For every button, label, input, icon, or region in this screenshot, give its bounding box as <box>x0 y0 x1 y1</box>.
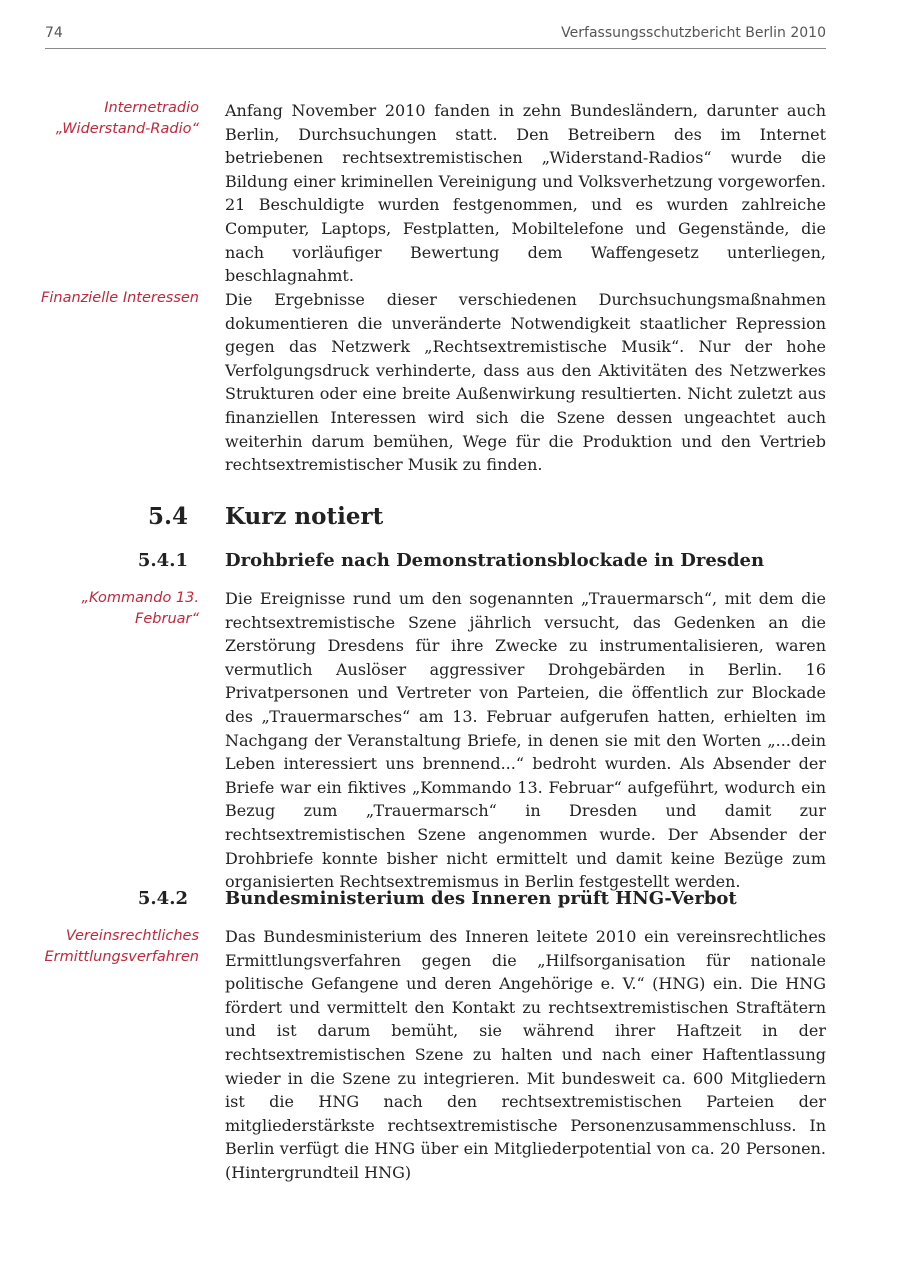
running-title: Verfassungsschutzbericht Berlin 2010 <box>561 25 826 41</box>
margin-note-internetradio: Internetradio „Widerstand-Radio“ <box>55 100 199 137</box>
paragraph-hng: Das Bundesministerium des Inneren leitete 2010 ein vereinsrechtliches Ermittlungsverfahren gegen die „Hilfsorganisation für nationale politische Gefangene und deren Angehörige e. V.“ (HNG) ein. Die HNG fördert und vermittelt den Kontakt zu rechtsextremistischen Straftätern und ist darum bemüht, sie während ihrer Haftzeit in der rechtsextremistischen Szene zu halten und nach einer Haftentlassung wieder in die Szene zu integrieren. Mit bundesweit ca. 600 Mitgliedern ist die HNG nach den rechtsextremistischen Parteien der mitgliederstärkste rechtsextremistische Personenzusammenschluss. In Berlin verfügt die HNG über ein Mitgliederpotential von ca. 20 Personen. (Hintergrundteil HNG) <box>225 927 826 1182</box>
section-title-kurz-notiert: Kurz notiert <box>225 503 384 530</box>
paragraph-finanzielle-interessen: Die Ergebnisse dieser verschiedenen Durchsuchungsmaßnahmen dokumentieren die unveränderte Notwendigkeit staatlicher Repression gegen das Netzwerk „Rechtsextremistische Musik“. Nur der hohe Verfolgungsdruck verhinderte, dass aus den Aktivitäten des Netzwerkes Strukturen oder eine breite Außenwirkung resultierten. Nicht zuletzt aus finanziellen Interessen wird sich die Szene dessen ungeachtet auch weiterhin darum bemühen, Wege für die Produktion und den Vertrieb rechtsextremistischer Musik zu finden. <box>225 290 826 475</box>
section-title-drohbriefe: Drohbriefe nach Demonstrationsblockade in Dresden <box>225 550 765 571</box>
page-header <box>45 22 826 49</box>
margin-note-vereinsrechtliches: Vereinsrechtliches Ermittlungsverfahren <box>44 928 199 965</box>
section-number-5-4-1: 5.4.1 <box>137 550 188 571</box>
section-title-hng-verbot: Bundesministerium des Inneren prüft HNG-Verbot <box>225 888 737 909</box>
margin-note-kommando: „Kommando 13. Februar“ <box>81 590 199 627</box>
paragraph-widerstand-radio: Anfang November 2010 fanden in zehn Bundesländern, darunter auch Berlin, Durchsuchungen statt. Den Betreibern des im Internet betriebenen rechtsextremistischen „Widerstand-Radios“ wurde die Bildung einer kriminellen Vereinigung und Volksverhetzung vorgeworfen. 21 Beschuldigte wurden festgenommen, und es wurden zahlreiche Computer, Laptops, Festplatten, Mobiltelefone und Gegenstände, die nach vorläufiger Bewertung dem Waffengesetz unterliegen, beschlagnahmt. <box>225 101 826 286</box>
page-number: 74 <box>45 25 63 41</box>
paragraph-drohbriefe: Die Ereignisse rund um den sogenannten „Trauermarsch“, mit dem die rechtsextremistische Szene jährlich versucht, das Gedenken an die Zerstörung Dresdens für ihre Zwecke zu instrumentalisieren, waren vermutlich Auslöser aggressiver Drohgebärden in Berlin. 16 Privatpersonen und Vertreter von Parteien, die öffentlich zur Blockade des „Trauermarsches“ am 13. Februar aufgerufen hatten, erhielten im Nachgang der Veranstaltung Briefe, in denen sie mit den Worten „...dein Leben interessiert uns brennend...“ bedroht wurden. Als Absender der Briefe war ein fiktives „Kommando 13. Februar“ aufgeführt, wodurch ein Bezug zum „Trauermarsch“ in Dresden und damit zur rechtsextremistischen Szene angenommen wurde. Der Absender der Drohbriefe konnte bisher nicht ermittelt und damit keine Bezüge zum organisierten Rechtsextremismus in Berlin festgestellt werden. <box>225 589 826 892</box>
section-number-5-4-2: 5.4.2 <box>137 888 188 909</box>
margin-note-finanzielle-interessen: Finanzielle Interessen <box>41 290 199 306</box>
section-number-5-4: 5.4 <box>147 503 188 530</box>
